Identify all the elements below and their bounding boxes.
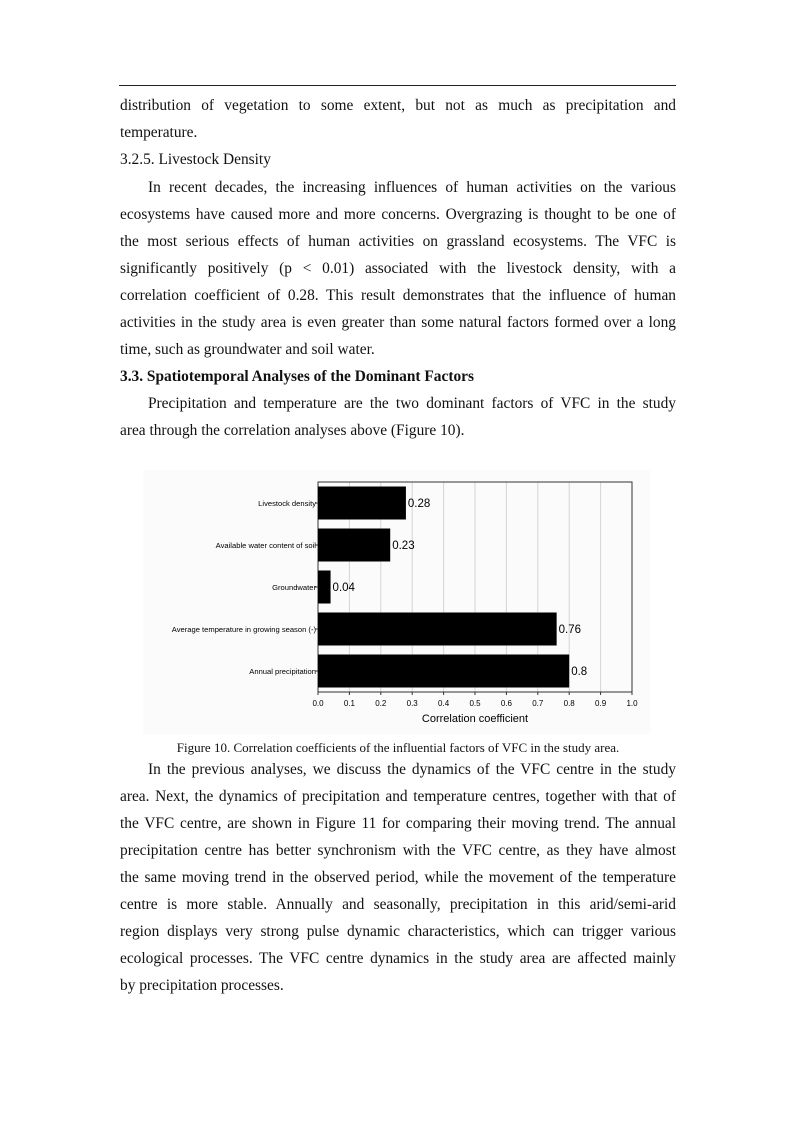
- paragraph-line: the same moving trend in the observed period, while the movement of the temperature: [120, 869, 676, 886]
- category-label: Average temperature in growing season (-): [171, 625, 316, 634]
- bar-value-label: 0.23: [392, 540, 415, 552]
- bar-value-label: 0.28: [407, 498, 431, 510]
- paragraph-line: ecological processes. The VFC centre dynamics in the study area are affected mainly: [120, 950, 676, 967]
- bar-1: [318, 529, 390, 562]
- x-tick-label: 0.6: [500, 699, 512, 708]
- bar-value-label: 0.04: [332, 582, 355, 594]
- paragraph-line: temperature.: [120, 124, 198, 141]
- paragraph-line: the VFC centre, are shown in Figure 11 for comparing their moving trend. The annual: [120, 815, 676, 832]
- bar-2: [318, 571, 331, 604]
- paragraph-line: In recent decades, the increasing influences of human activities on the various: [148, 179, 676, 196]
- paragraph-line: area. Next, the dynamics of precipitation and temperature centres, together with that of: [120, 788, 676, 805]
- header-rule: [119, 85, 676, 86]
- section-heading-3-2-5: 3.2.5. Livestock Density: [120, 151, 271, 168]
- x-tick-label: 0.9: [595, 699, 607, 708]
- x-tick-label: 0.2: [375, 699, 387, 708]
- paragraph-line: by precipitation processes.: [120, 977, 284, 994]
- x-tick-label: 0.1: [343, 699, 355, 708]
- correlation-bar-chart: [143, 470, 650, 734]
- paragraph-line: activities in the study area is even greater than some natural factors formed over a long: [120, 314, 676, 331]
- x-tick-label: 0.5: [469, 699, 481, 708]
- paragraph-line: Precipitation and temperature are the two dominant factors of VFC in the study: [148, 395, 676, 412]
- x-axis-label: Correlation coefficient: [421, 713, 529, 725]
- x-tick-label: 0.0: [312, 699, 324, 708]
- figure-10: [143, 470, 650, 734]
- x-tick-label: 0.3: [406, 699, 418, 708]
- bar-value-label: 0.76: [558, 624, 582, 636]
- paragraph-line: time, such as groundwater and soil water.: [120, 341, 375, 358]
- paragraph-line: ecosystems have caused more and more concerns. Overgrazing is thought to be one of: [120, 206, 676, 223]
- paragraph-line: region displays very strong pulse dynamic characteristics, which can trigger various: [120, 923, 676, 940]
- bar-3: [318, 613, 557, 646]
- section-heading-3-3: 3.3. Spatiotemporal Analyses of the Dominant Factors: [120, 368, 474, 385]
- paragraph-line: area through the correlation analyses above (Figure 10).: [120, 422, 465, 439]
- paragraph-line: the most serious effects of human activities on grassland ecosystems. The VFC is: [120, 233, 676, 250]
- x-tick-label: 0.4: [438, 699, 450, 708]
- category-label: Livestock density: [258, 499, 316, 508]
- paragraph-line: precipitation centre has better synchronism with the VFC centre, as they have almost: [120, 842, 676, 859]
- paragraph-line: correlation coefficient of 0.28. This result demonstrates that the influence of human: [120, 287, 676, 304]
- bar-4: [318, 655, 569, 688]
- category-label: Available water content of soil: [215, 541, 316, 550]
- bar-0: [318, 487, 406, 520]
- paragraph-line: distribution of vegetation to some extent, but not as much as precipitation and: [120, 97, 676, 114]
- paragraph-line: significantly positively (p < 0.01) associated with the livestock density, with a: [120, 260, 676, 277]
- bar-value-label: 0.8: [571, 666, 588, 678]
- x-tick-label: 0.7: [532, 699, 544, 708]
- category-label: Annual precipitation: [249, 667, 316, 676]
- x-tick-label: 0.8: [563, 699, 575, 708]
- paragraph-line: centre is more stable. Annually and seasonally, precipitation in this arid/semi-arid: [120, 896, 676, 913]
- category-label: Groundwater: [272, 583, 316, 592]
- x-tick-label: 1.0: [626, 699, 638, 708]
- figure-caption: Figure 10. Correlation coefficients of the influential factors of VFC in the study area.: [176, 740, 620, 755]
- paragraph-line: In the previous analyses, we discuss the dynamics of the VFC centre in the study: [148, 761, 676, 778]
